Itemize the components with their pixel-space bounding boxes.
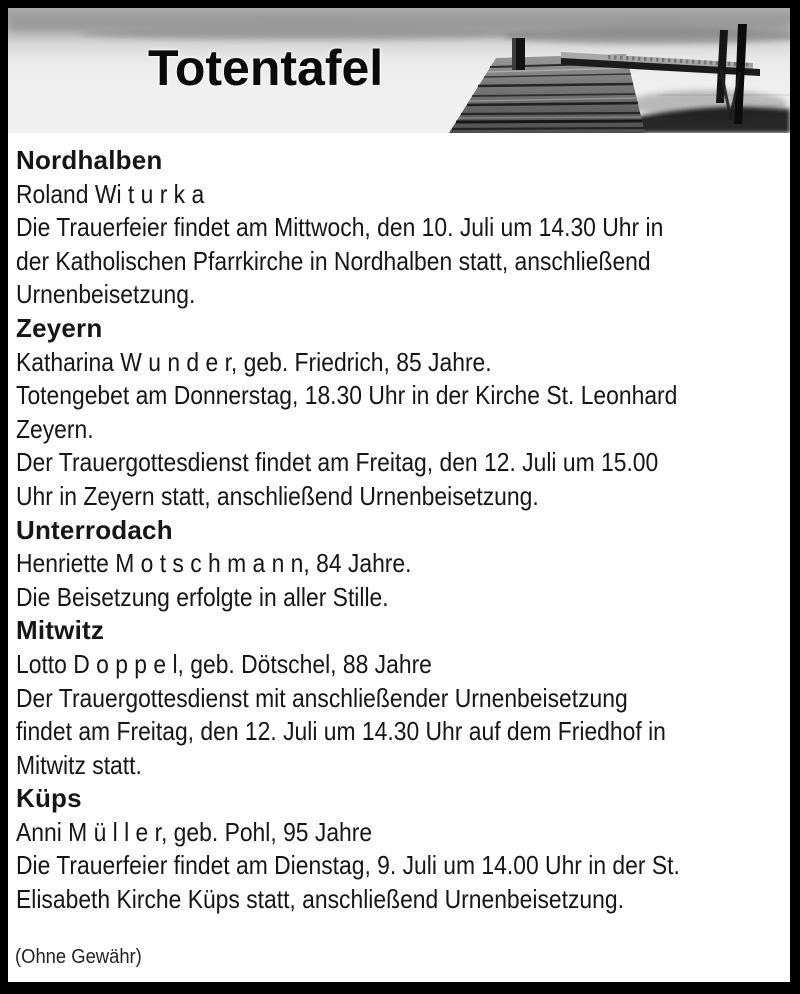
- notice-line: Urnenbeisetzung.: [16, 279, 196, 310]
- notice-section: [16, 614, 800, 782]
- notice-line: Roland Wi t u r k a: [16, 178, 205, 209]
- disclaimer-text: (Ohne Gewähr): [15, 946, 142, 968]
- notice-section: [16, 514, 800, 615]
- notice-line: findet am Freitag, den 12. Juli um 14.30 Uhr auf dem Friedhof in: [16, 716, 666, 747]
- notice-line: Die Trauerfeier findet am Dienstag, 9. Juli um 14.00 Uhr in der St.: [16, 850, 680, 881]
- notice-line: Uhr in Zeyern statt, anschließend Urnenbeisetzung.: [16, 480, 539, 511]
- notice-line: Die Beisetzung erfolgte in aller Stille.: [16, 581, 389, 612]
- notice-line: Anni M ü l l e r, geb. Pohl, 95 Jahre: [16, 816, 373, 847]
- town-heading: Mitwitz: [16, 615, 105, 646]
- notice-line: Die Trauerfeier findet am Mittwoch, den 10. Juli um 14.30 Uhr in: [16, 212, 664, 243]
- notice-line: Der Trauergottesdienst mit anschließender Urnenbeisetzung: [16, 682, 628, 713]
- town-heading: Küps: [16, 783, 82, 814]
- header-banner: [8, 8, 790, 133]
- page-title: Totentafel: [148, 40, 384, 96]
- notice-section: [16, 144, 800, 312]
- town-heading: Nordhalben: [16, 145, 163, 175]
- town-heading: Zeyern: [16, 312, 103, 343]
- notice-line: Totengebet am Donnerstag, 18.30 Uhr in der Kirche St. Leonhard: [16, 380, 678, 411]
- notice-section: [16, 312, 800, 514]
- notice-line: Katharina W u n d e r, geb. Friedrich, 85 Jahre.: [16, 346, 492, 377]
- notice-line: Der Trauergottesdienst findet am Freitag, den 12. Juli um 15.00: [16, 447, 659, 478]
- lake-jetty-photo: [8, 8, 790, 133]
- town-heading: Unterrodach: [16, 514, 173, 545]
- notice-line: Henriette M o t s c h m a n n, 84 Jahre.: [16, 548, 412, 579]
- notice-line: Elisabeth Kirche Küps statt, anschließend Urnenbeisetzung.: [16, 884, 624, 915]
- notice-line: Mitwitz statt.: [16, 749, 142, 780]
- notice-line: Zeyern.: [16, 413, 94, 444]
- notice-line: der Katholischen Pfarrkirche in Nordhalben statt, anschließend: [16, 245, 651, 276]
- notices-list: [16, 144, 800, 917]
- notice-line: Lotto D o p p e l, geb. Dötschel, 88 Jahre: [16, 648, 432, 679]
- notice-section: [16, 782, 800, 916]
